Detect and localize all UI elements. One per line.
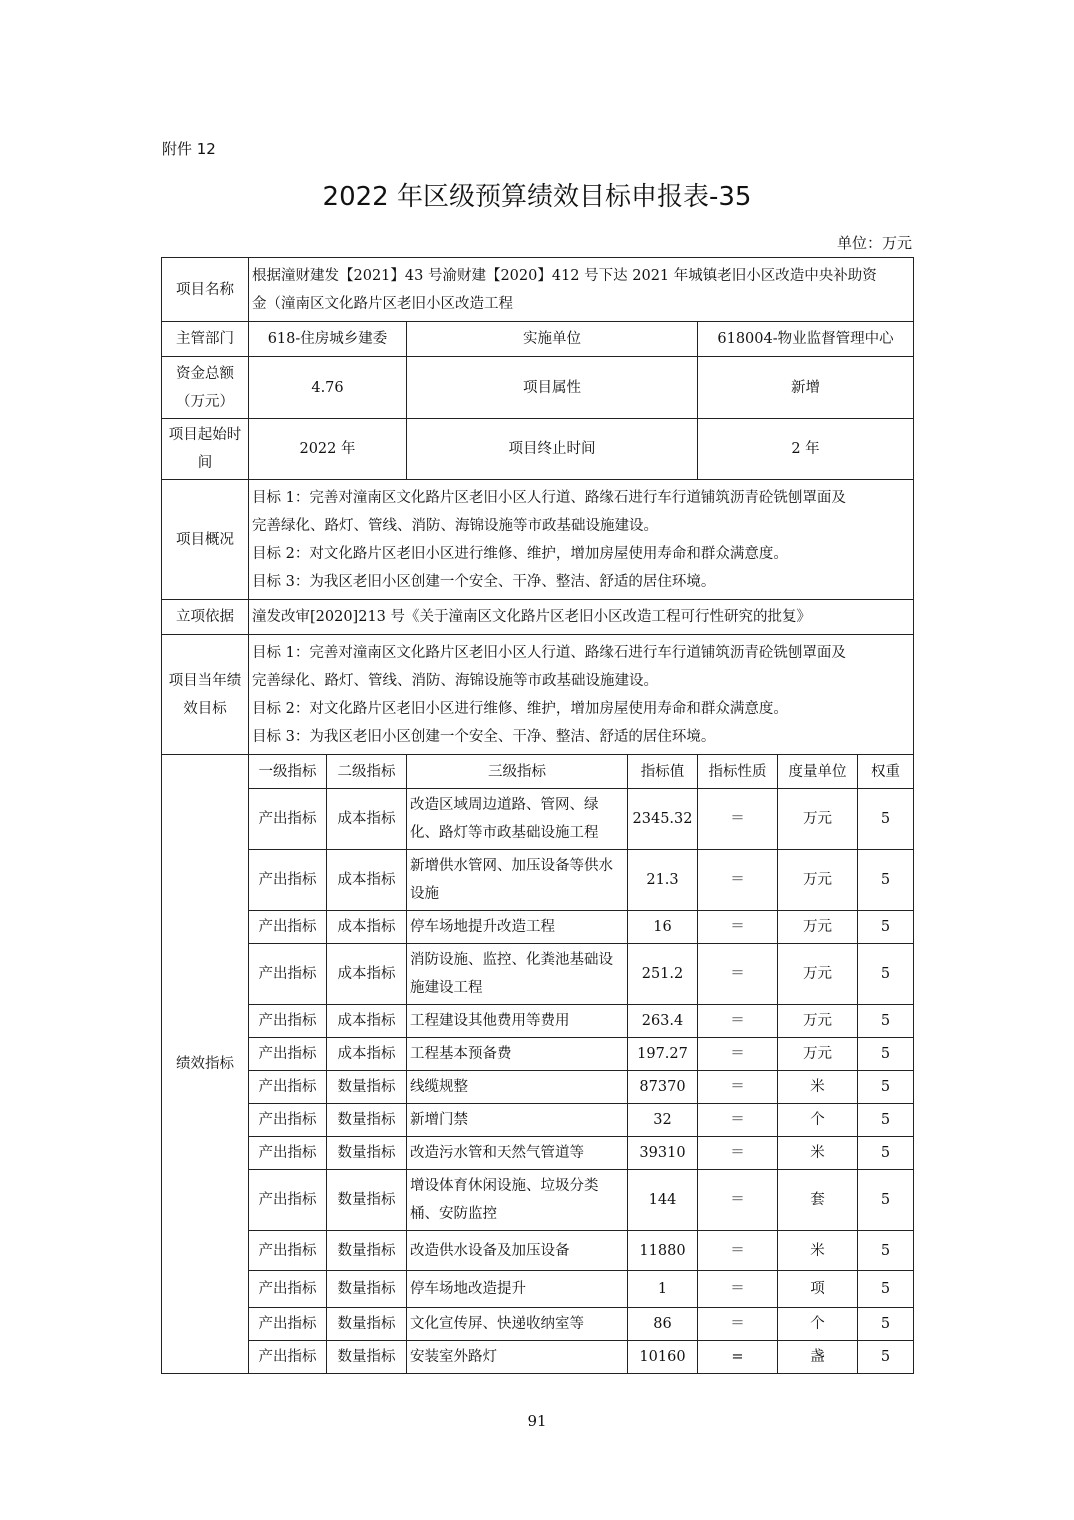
indicator-weight: 5	[858, 789, 914, 850]
indicator-level1: 产出指标	[249, 1271, 327, 1308]
overview-line: 完善绿化、路灯、管线、消防、海锦设施等市政基础设施建设。	[252, 517, 658, 534]
indicator-weight: 5	[858, 944, 914, 1005]
indicator-unit: 万元	[778, 789, 858, 850]
indicator-level3: 工程基本预备费	[407, 1038, 628, 1071]
indicator-unit: 个	[778, 1104, 858, 1137]
indicator-level1: 产出指标	[249, 944, 327, 1005]
indicator-value: 86	[628, 1308, 698, 1341]
header-nature: 指标性质	[698, 755, 778, 789]
indicator-unit: 万元	[778, 850, 858, 911]
indicator-row	[162, 1038, 914, 1071]
indicator-row	[162, 1170, 914, 1231]
indicator-level3: 改造污水管和天然气管道等	[407, 1137, 628, 1170]
indicator-value: 21.3	[628, 850, 698, 911]
indicator-level1: 产出指标	[249, 1104, 327, 1137]
goal-line: 目标 3：为我区老旧小区创建一个安全、干净、整洁、舒适的居住环境。	[252, 728, 716, 745]
indicator-nature: =	[698, 1341, 778, 1374]
start-value: 2022 年	[249, 419, 407, 480]
end-value: 2 年	[698, 419, 914, 480]
indicator-unit: 套	[778, 1170, 858, 1231]
row-funds	[162, 357, 914, 419]
overview-value	[249, 480, 914, 600]
document-title: 2022 年区级预算绩效目标申报表-35	[322, 182, 752, 212]
indicator-level3: 增设体育休闲设施、垃圾分类桶、安防监控	[407, 1170, 628, 1231]
project-name-line: 根据潼财建发【2021】43 号渝财建【2020】412 号下达 2021 年城镇老旧小区改造中央补助资	[252, 267, 877, 284]
indicator-header-row	[162, 755, 914, 789]
indicator-weight: 5	[858, 1308, 914, 1341]
indicator-weight: 5	[858, 850, 914, 911]
start-label	[162, 419, 249, 480]
dept-label: 主管部门	[162, 322, 249, 357]
fund-label-line: （万元）	[176, 393, 234, 410]
fund-label-line: 资金总额	[176, 365, 234, 382]
attachment-label: 附件 12	[162, 140, 216, 158]
indicator-level3: 线缆规整	[407, 1071, 628, 1104]
row-project-name	[162, 258, 914, 322]
indicator-value: 263.4	[628, 1005, 698, 1038]
indicator-level3: 消防设施、监控、化粪池基础设施建设工程	[407, 944, 628, 1005]
indicator-weight: 5	[858, 1005, 914, 1038]
indicator-level2: 数量指标	[327, 1271, 407, 1308]
indicator-unit: 万元	[778, 1005, 858, 1038]
indicator-unit: 米	[778, 1137, 858, 1170]
indicator-level3: 工程建设其他费用等费用	[407, 1005, 628, 1038]
budget-table	[161, 257, 914, 1374]
basis-value: 潼发改审[2020]213 号《关于潼南区文化路片区老旧小区改造工程可行性研究的批复》	[249, 600, 914, 635]
indicator-value: 251.2	[628, 944, 698, 1005]
indicator-nature: ＝	[698, 1271, 778, 1308]
indicator-level1: 产出指标	[249, 1071, 327, 1104]
indicator-value: 2345.32	[628, 789, 698, 850]
indicator-row	[162, 1231, 914, 1271]
indicator-row	[162, 944, 914, 1005]
indicator-unit: 米	[778, 1231, 858, 1271]
indicator-row	[162, 1005, 914, 1038]
indicator-nature: ＝	[698, 1005, 778, 1038]
start-label-line: 间	[197, 455, 213, 471]
indicator-level2: 数量指标	[327, 1170, 407, 1231]
overview-label: 项目概况	[162, 480, 249, 600]
impl-value: 618004-物业监督管理中心	[698, 322, 914, 357]
header-unit: 度量单位	[778, 755, 858, 789]
end-label: 项目终止时间	[407, 419, 698, 480]
goal-value	[249, 635, 914, 755]
indicator-unit: 万元	[778, 911, 858, 944]
indicator-unit: 个	[778, 1308, 858, 1341]
indicator-level1: 产出指标	[249, 1038, 327, 1071]
row-department	[162, 322, 914, 357]
fund-value: 4.76	[249, 357, 407, 419]
indicator-weight: 5	[858, 1231, 914, 1271]
overview-line: 目标 3：为我区老旧小区创建一个安全、干净、整洁、舒适的居住环境。	[252, 573, 716, 590]
indicator-value: 32	[628, 1104, 698, 1137]
indicator-level2: 成本指标	[327, 1005, 407, 1038]
fund-label	[162, 357, 249, 419]
indicator-level2: 数量指标	[327, 1341, 407, 1374]
unit-label: 单位：万元	[836, 234, 912, 252]
goal-line: 目标 1：完善对潼南区文化路片区老旧小区人行道、路缘石进行车行道铺筑沥青砼铣刨罩面及	[252, 644, 846, 661]
indicator-weight: 5	[858, 1071, 914, 1104]
indicator-value: 197.27	[628, 1038, 698, 1071]
indicator-row	[162, 1137, 914, 1170]
indicator-level2: 成本指标	[327, 850, 407, 911]
impl-label: 实施单位	[407, 322, 698, 357]
indicator-level2: 数量指标	[327, 1137, 407, 1170]
indicator-row	[162, 1341, 914, 1374]
indicator-level1: 产出指标	[249, 1308, 327, 1341]
indicator-value: 87370	[628, 1071, 698, 1104]
indicator-nature: ＝	[698, 850, 778, 911]
indicator-value: 144	[628, 1170, 698, 1231]
indicator-weight: 5	[858, 1104, 914, 1137]
indicator-level2: 数量指标	[327, 1071, 407, 1104]
indicator-row	[162, 1308, 914, 1341]
indicator-nature: ＝	[698, 1137, 778, 1170]
indicator-level1: 产出指标	[249, 1170, 327, 1231]
indicator-level2: 成本指标	[327, 789, 407, 850]
indicator-row	[162, 1271, 914, 1308]
indicator-nature: ＝	[698, 1170, 778, 1231]
indicator-level3: 安装室外路灯	[407, 1341, 628, 1374]
row-time	[162, 419, 914, 480]
overview-line: 目标 1：完善对潼南区文化路片区老旧小区人行道、路缘石进行车行道铺筑沥青砼铣刨罩面及	[252, 489, 846, 506]
indicator-level1: 产出指标	[249, 1341, 327, 1374]
header-weight: 权重	[858, 755, 914, 789]
start-label-line: 项目起始时	[168, 427, 242, 443]
header-level2: 二级指标	[327, 755, 407, 789]
indicator-nature: ＝	[698, 1104, 778, 1137]
indicators-section-label: 绩效指标	[162, 755, 249, 1374]
project-name-value	[249, 258, 914, 322]
row-basis	[162, 600, 914, 635]
header-value: 指标值	[628, 755, 698, 789]
goal-label-line: 效目标	[183, 700, 227, 717]
indicator-value: 10160	[628, 1341, 698, 1374]
page-number: 91	[527, 1412, 547, 1430]
indicator-level1: 产出指标	[249, 850, 327, 911]
indicator-level2: 成本指标	[327, 1038, 407, 1071]
indicator-weight: 5	[858, 1137, 914, 1170]
indicator-nature: ＝	[698, 789, 778, 850]
indicator-nature: ＝	[698, 1308, 778, 1341]
indicator-value: 39310	[628, 1137, 698, 1170]
row-annual-goal	[162, 635, 914, 755]
indicator-row	[162, 1104, 914, 1137]
indicator-weight: 5	[858, 1170, 914, 1231]
indicator-nature: ＝	[698, 1231, 778, 1271]
goal-line: 目标 2：对文化路片区老旧小区进行维修、维护，增加房屋使用寿命和群众满意度。	[252, 700, 788, 717]
indicator-level1: 产出指标	[249, 1137, 327, 1170]
indicator-level3: 新增供水管网、加压设备等供水设施	[407, 850, 628, 911]
indicator-level1: 产出指标	[249, 1231, 327, 1271]
indicator-weight: 5	[858, 1271, 914, 1308]
indicator-level2: 数量指标	[327, 1231, 407, 1271]
indicator-value: 16	[628, 911, 698, 944]
dept-value: 618-住房城乡建委	[249, 322, 407, 357]
indicator-row	[162, 911, 914, 944]
indicator-row	[162, 1071, 914, 1104]
indicator-level3: 新增门禁	[407, 1104, 628, 1137]
indicator-unit: 项	[778, 1271, 858, 1308]
indicator-row	[162, 789, 914, 850]
indicator-level3: 改造供水设备及加压设备	[407, 1231, 628, 1271]
header-level1: 一级指标	[249, 755, 327, 789]
indicator-level1: 产出指标	[249, 789, 327, 850]
indicator-weight: 5	[858, 1341, 914, 1374]
indicator-unit: 万元	[778, 1038, 858, 1071]
indicator-unit: 米	[778, 1071, 858, 1104]
indicator-unit: 万元	[778, 944, 858, 1005]
indicator-level2: 数量指标	[327, 1308, 407, 1341]
indicator-level3: 停车场地提升改造工程	[407, 911, 628, 944]
goal-label	[162, 635, 249, 755]
indicator-level1: 产出指标	[249, 911, 327, 944]
header-level3: 三级指标	[407, 755, 628, 789]
indicator-value: 11880	[628, 1231, 698, 1271]
indicator-level3: 改造区域周边道路、管网、绿化、路灯等市政基础设施工程	[407, 789, 628, 850]
indicator-level3: 文化宣传屏、快递收纳室等	[407, 1308, 628, 1341]
indicator-level2: 数量指标	[327, 1104, 407, 1137]
attr-label: 项目属性	[407, 357, 698, 419]
indicator-level1: 产出指标	[249, 1005, 327, 1038]
goal-label-line: 项目当年绩	[168, 672, 242, 689]
indicator-nature: ＝	[698, 911, 778, 944]
indicator-weight: 5	[858, 911, 914, 944]
indicator-value: 1	[628, 1271, 698, 1308]
goal-line: 完善绿化、路灯、管线、消防、海锦设施等市政基础设施建设。	[252, 672, 658, 689]
attr-value: 新增	[698, 357, 914, 419]
indicator-row	[162, 850, 914, 911]
indicator-nature: ＝	[698, 1038, 778, 1071]
project-name-label: 项目名称	[162, 258, 249, 322]
row-overview	[162, 480, 914, 600]
overview-line: 目标 2：对文化路片区老旧小区进行维修、维护，增加房屋使用寿命和群众满意度。	[252, 545, 788, 562]
indicator-nature: ＝	[698, 944, 778, 1005]
project-name-line: 金（潼南区文化路片区老旧小区改造工程	[252, 295, 513, 312]
indicator-nature: ＝	[698, 1071, 778, 1104]
indicator-unit: 盏	[778, 1341, 858, 1374]
indicator-level3: 停车场地改造提升	[407, 1271, 628, 1308]
basis-label: 立项依据	[162, 600, 249, 635]
indicator-weight: 5	[858, 1038, 914, 1071]
indicator-level2: 成本指标	[327, 944, 407, 1005]
indicator-level2: 成本指标	[327, 911, 407, 944]
